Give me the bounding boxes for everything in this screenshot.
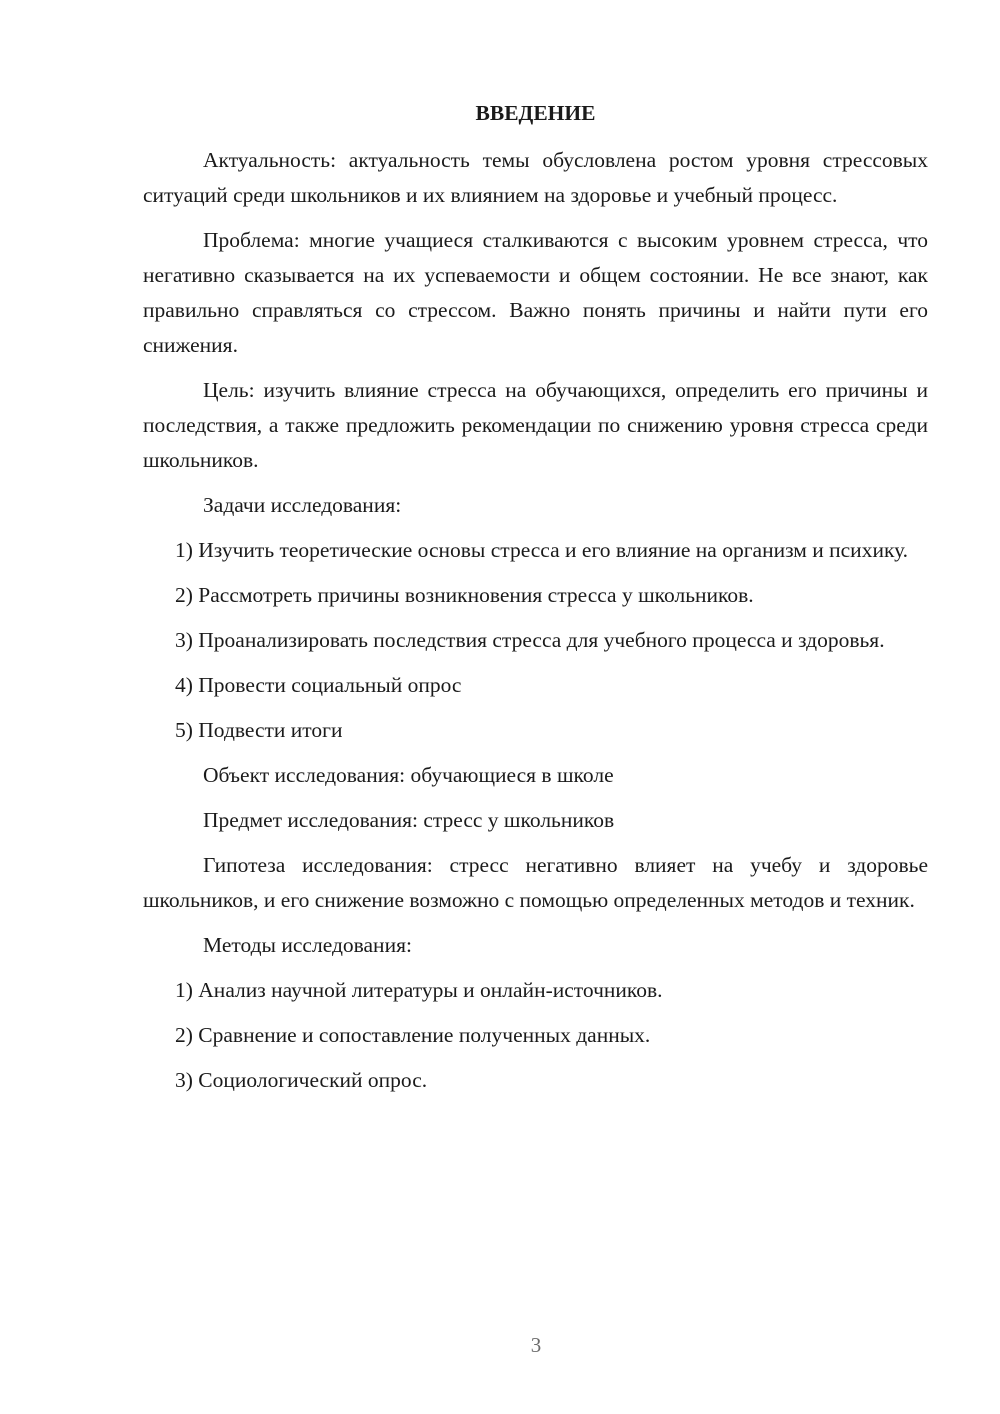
research-subject: Предмет исследования: стресс у школьников (203, 808, 615, 832)
methods-title: Методы исследования: (203, 933, 412, 957)
paragraph-hypothesis: Гипотеза исследования: стресс негативно влияет на учебу и здоровье школьников, и его снижение возможно с помощью определенных методов и техник. (143, 853, 928, 912)
method-item-1: 1) Анализ научной литературы и онлайн-источников. (175, 978, 663, 1002)
research-object: Объект исследования: обучающиеся в школе (203, 763, 614, 787)
method-item-2: 2) Сравнение и сопоставление полученных данных. (175, 1023, 651, 1047)
paragraph-goal: Цель: изучить влияние стресса на обучающихся, определить его причины и последствия, а также предложить рекомендации по снижению уровня стресса среди школьников. (143, 378, 928, 472)
paragraph-problem: Проблема: многие учащиеся сталкиваются с высоким уровнем стресса, что негативно сказывается на их успеваемости и общем состоянии. Не все знают, как правильно справляться со стрессом. Важно понять причины и найти пути его снижения. (143, 228, 928, 357)
tasks-title: Задачи исследования: (203, 493, 402, 517)
task-item-4: 4) Провести социальный опрос (175, 673, 462, 697)
page-number: 3 (530, 1333, 542, 1357)
task-item-3: 3) Проанализировать последствия стресса для учебного процесса и здоровья. (175, 628, 885, 652)
section-heading: ВВЕДЕНИЕ (475, 101, 596, 125)
page-content (143, 96, 928, 1108)
task-item-2: 2) Рассмотреть причины возникновения стресса у школьников. (175, 583, 754, 607)
method-item-3: 3) Социологический опрос. (175, 1068, 428, 1092)
task-item-1: 1) Изучить теоретические основы стресса и его влияние на организм и психику. (175, 538, 909, 562)
task-item-5: 5) Подвести итоги (175, 718, 343, 742)
paragraph-relevance: Актуальность: актуальность темы обусловлена ростом уровня стрессовых ситуаций среди школьников и их влиянием на здоровье и учебный процесс. (143, 148, 928, 207)
